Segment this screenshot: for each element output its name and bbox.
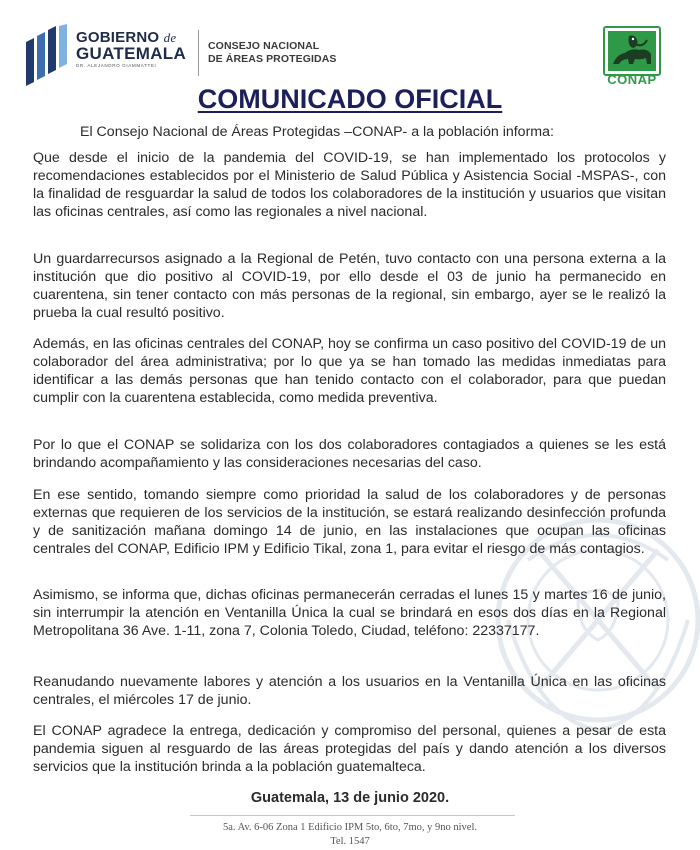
guatemala-government-bars-icon	[24, 24, 70, 86]
paragraph: Un guardarrecursos asignado a la Regional de Petén, tuvo contacto con una persona externa a la institución que dio positivo al COVID-19, por ello desde el 03 de junio ha permanecido en cuarentena, sin tener contacto con más personas de la regional, sin embargo, ayer se le realizó la prueba la cual resultó positivo.	[33, 251, 666, 321]
header-divider	[198, 30, 199, 76]
paragraph: En ese sentido, tomando siempre como prioridad la salud de los colaboradores y de personas externas que requieren de los servicios de la institución, se estará realizando desinfección profunda y de sanitización mañana domingo 14 de junio, en las instalaciones que ocupan las oficinas centrales del CONAP, Edificio IPM y Edificio Tikal, zona 1, para evitar el riesgo de más contagios.	[33, 487, 666, 557]
document-title: COMUNICADO OFICIAL	[197, 84, 503, 114]
paragraph: Reanudando nuevamente labores y atención a los usuarios en la Ventanilla Única en las oficinas centrales, el miércoles 17 de junio.	[33, 674, 666, 708]
president-name: DR. ALEJANDRO GIAMMATTEI	[76, 63, 157, 68]
paragraph: Asimismo, se informa que, dichas oficinas permanecerán cerradas el lunes 15 y martes 16 de junio, sin interrumpir la atención en Ventanilla Única la cual se brindará en esos dos días en la Regional Metropolitana 36 Ave. 1-11, zona 7, Colonia Toledo, Ciudad, teléfono: 22337177.	[33, 587, 666, 639]
paragraph: Además, en las oficinas centrales del CONAP, hoy se confirma un caso positivo del COVID-19 de un colaborador del área administrativa; por lo que ya se han tomado las medidas inmediatas para identificar a las demás personas que han tenido contacto con el colaborador, para que puedan cumplir con la cuarentena establecida, como medida preventiva.	[33, 336, 666, 406]
paragraph: El CONAP agradece la entrega, dedicación y compromiso del personal, quienes a pesar de esta pandemia siguen al resguardo de las áreas protegidas del país y dando atención a los diversos servicios que la institución brinda a la población guatemalteca.	[33, 723, 666, 775]
footer-divider	[190, 815, 515, 816]
dateline: Guatemala, 13 de junio 2020.	[250, 790, 450, 806]
paragraph: Que desde el inicio de la pandemia del COVID-19, se han implementado los protocolos y recomendaciones establecidos por el Ministerio de Salud Pública y Asistencia Social -MSPAS-, con la finalidad de resguardar la salud de todos los colaboradores de la institución y usuarios que visitan las oficinas centrales, así como las regionales a nivel nacional.	[33, 150, 666, 220]
footer-phone: Tel. 1547	[330, 836, 370, 847]
council-name: CONSEJO NACIONAL DE ÁREAS PROTEGIDAS	[208, 40, 337, 65]
intro-line: El Consejo Nacional de Áreas Protegidas –CONAP- a la población informa:	[80, 124, 554, 140]
letterhead	[0, 0, 700, 92]
government-word: GOBIERNO de	[76, 29, 177, 46]
guatemala-word: GUATEMALA	[76, 44, 187, 63]
footer-address	[0, 821, 700, 849]
paragraph: Por lo que el CONAP se solidariza con los dos colaboradores contagiados a quienes se les está brindando acompañamiento y las consideraciones necesarias del caso.	[33, 437, 666, 471]
footer-address-line: 5a. Av. 6-06 Zona 1 Edificio IPM 5to, 6to, 7mo, y 9no nivel.	[222, 822, 477, 833]
government-wordmark	[76, 30, 188, 68]
conap-wordmark: CONAP	[607, 72, 657, 87]
conap-quetzal-jaguar-icon	[603, 26, 661, 76]
